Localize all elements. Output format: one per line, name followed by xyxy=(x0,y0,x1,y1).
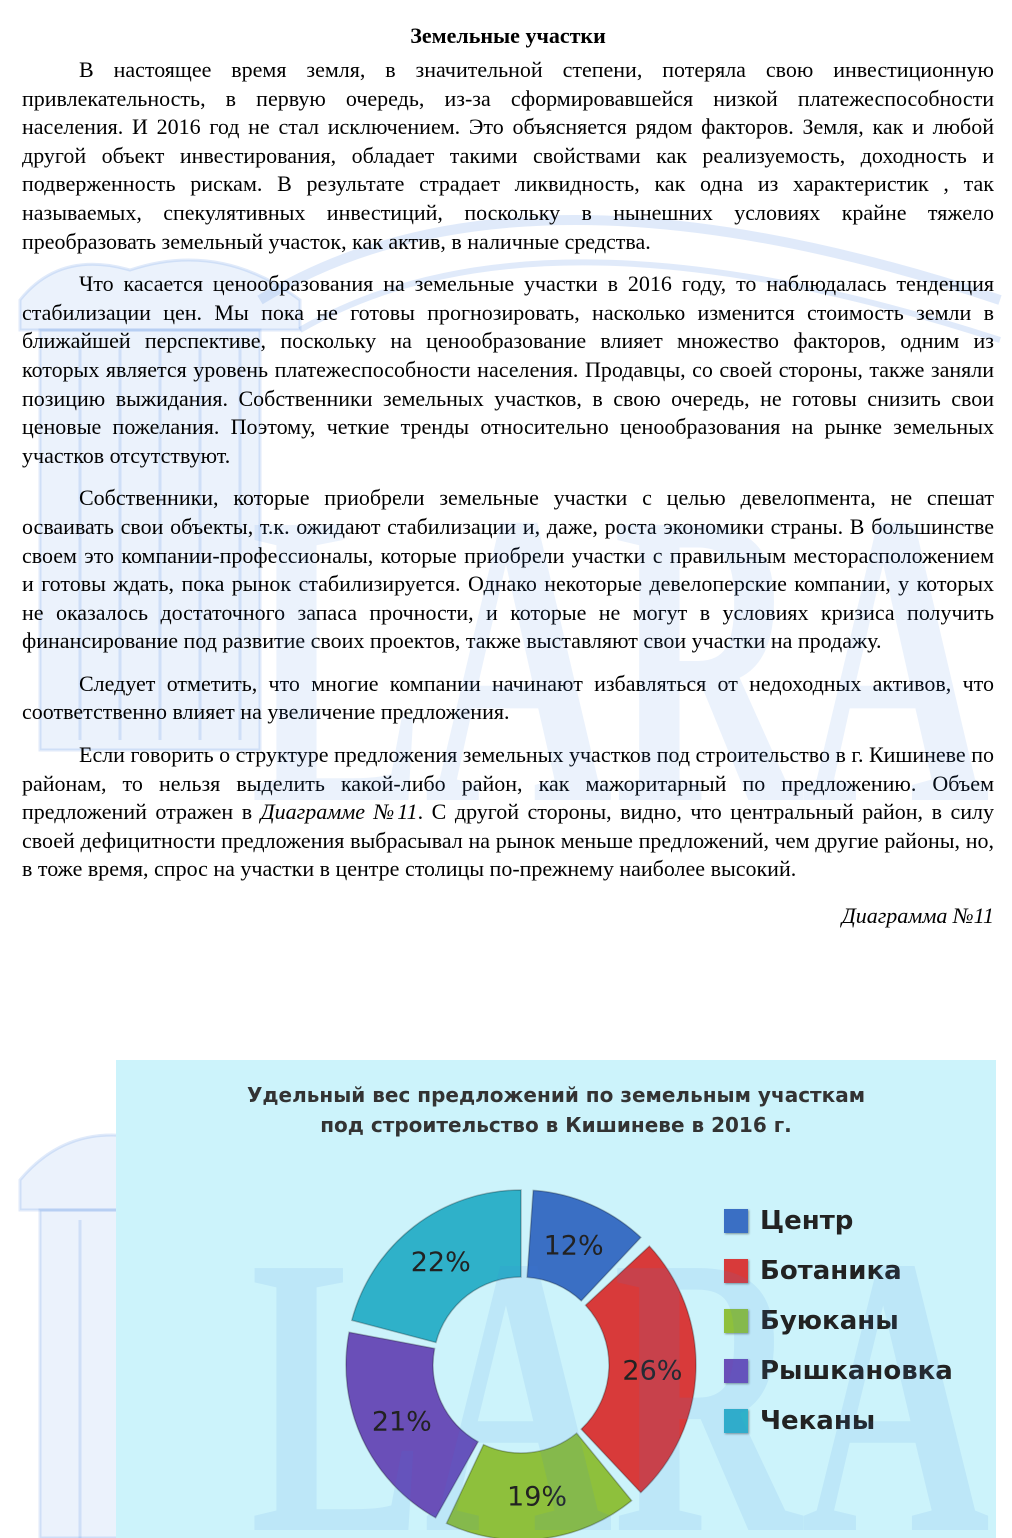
legend-item xyxy=(724,1396,953,1446)
donut-chart xyxy=(116,1060,996,1538)
slice-data-label: 26% xyxy=(622,1355,683,1387)
legend-label: Чеканы xyxy=(760,1406,876,1436)
paragraph: Что касается ценообразования на земельные участки в 2016 году, то наблюдалась тенденция стабилизации цен. Мы пока не готовы прогнозировать, насколько изменится стоимость земли в ближайшей перспективе, поскольку на ценообразование влияет множество факторов, одним из которых является уровень платежеспособности населения. Продавцы, со своей стороны, также заняли позицию выжидания. Собственники земельных участков, в свою очередь, не готовы снизить свои ценовые пожелания. Поэтому, четкие тренды относительно ценообразования на рынке земельных участков отсутствуют. xyxy=(22,271,994,468)
legend-item xyxy=(724,1196,953,1246)
chart-title-line: под строительство в Кишиневе в 2016 г. xyxy=(320,1113,792,1137)
paragraph-text: Если говорить о структуре предложения земельных участков под строительство в г. Кишиневе по районам, то нельзя выделить какой-либо район, как мажоритарный по предложению. Объем предложений отражен в xyxy=(22,742,994,825)
slice-data-label: 19% xyxy=(507,1481,568,1513)
page-title: Земельные участки xyxy=(410,23,606,48)
legend-item xyxy=(724,1346,953,1396)
paragraph: Собственники, которые приобрели земельные участки с целью девелопмента, не спешат осваивать свои объекты, т.к. ожидают стабилизации и, даже, роста экономики страны. В большинстве своем это компании-профессионалы, которые приобрели участки с правильным месторасположением и готовы ждать, пока рынок стабилизируется. Однако некоторые девелоперские компании, у которых не оказалось достаточного запаса прочности, и которые не могут в условиях кризиса получить финансирование под развитие своих проектов, также выставляют свои участки на продажу. xyxy=(22,485,994,654)
legend-swatch xyxy=(724,1409,748,1433)
slice-data-label: 12% xyxy=(543,1230,604,1262)
watermark-text: LARA xyxy=(250,426,990,891)
legend-item xyxy=(724,1246,953,1296)
slice-data-label: 22% xyxy=(410,1246,471,1278)
paragraph xyxy=(22,741,994,884)
paragraph: Следует отметить, что многие компании начинают избавляться от недоходных активов, что соответственно влияет на увеличение предложения. xyxy=(22,670,994,725)
paragraph-text: . С другой стороны, видно, что центральный район, в силу своей дефицитности предложения выбрасывал на рынок меньше предложений, чем другие районы, но, в тоже время, спрос на участки в центре столицы по-прежнему наиболее высокий. xyxy=(22,799,994,882)
paragraph: В настоящее время земля, в значительной степени, потеряла свою инвестиционную привлекательность, в первую очередь, из-за сформировавшейся низкой платежеспособности населения. И 2016 год не стал исключением. Это объясняется рядом факторов. Земля, как и любой другой объект инвестирования, обладает такими свойствами как реализуемость, доходность и подверженность рискам. В результате страдает ликвидность, как одна из характеристик , так называемых, спекулятивных инвестиций, поскольку в нынешних условиях крайне тяжело преобразовать земельный участок, как актив, в наличные средства. xyxy=(22,57,994,254)
slice-data-label: 21% xyxy=(371,1406,432,1438)
legend-swatch xyxy=(724,1209,748,1233)
diagram-caption: Диаграмма №11 xyxy=(841,903,994,929)
legend-swatch xyxy=(724,1359,748,1383)
legend-label: Центр xyxy=(760,1206,854,1236)
chart-legend xyxy=(724,1196,953,1446)
chart-title-line: Удельный вес предложений по земельным участкам xyxy=(246,1083,866,1107)
legend-label: Ботаника xyxy=(760,1256,902,1286)
document-page xyxy=(22,18,994,930)
legend-label: Буюканы xyxy=(760,1306,899,1336)
legend-item xyxy=(724,1296,953,1346)
diagram-reference: Диаграмме №11 xyxy=(260,799,418,825)
legend-swatch xyxy=(724,1309,748,1333)
legend-label: Рышкановка xyxy=(760,1356,953,1386)
legend-swatch xyxy=(724,1259,748,1283)
